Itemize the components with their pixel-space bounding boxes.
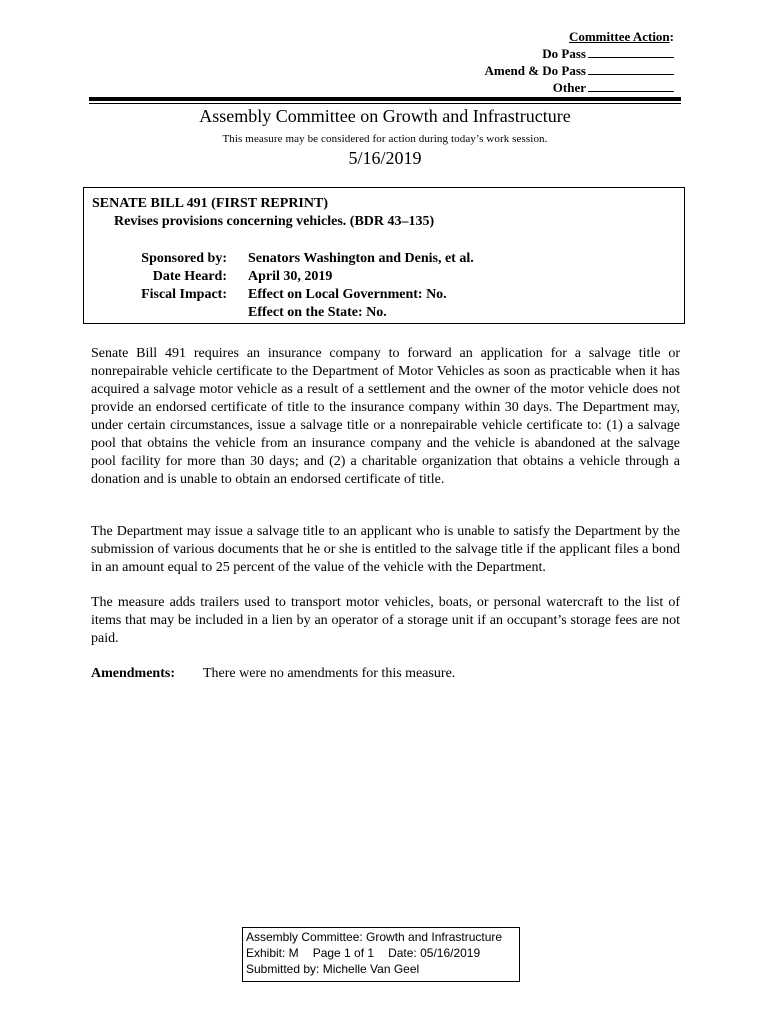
bill-summary-box — [83, 187, 685, 324]
amendments-section — [91, 665, 455, 683]
bill-subtitle: Revises provisions concerning vehicles. (BDR 43–135) — [114, 214, 435, 229]
summary-paragraph-1: Senate Bill 491 requires an insurance company to forward an application for a salvage title or nonrepairable vehicle certificate to the Department of Motor Vehicles as soon as practicable when it has acquired a salvage motor vehicle as a result of a settlement and the owner of the motor vehicle does not provide an endorsed certificate of title to the insurance company within 30 days. The Department may, under certain circumstances, issue a salvage title or a nonrepairable vehicle certificate to: (1) a salvage pool that obtains the vehicle from an insurance company and the vehicle is abandoned at the salvage pool facility for more than 30 days; and (2) a charitable organization that obtains a vehicle through a donation and is unable to obtain an endorsed certificate of title. — [91, 346, 680, 487]
action-blank-line — [588, 45, 674, 58]
exhibit-stamp — [242, 927, 520, 982]
fiscal-state-value: Effect on the State: No. — [248, 305, 387, 320]
exhibit-submitted-by: Submitted by: Michelle Van Geel — [246, 962, 420, 976]
exhibit-details — [246, 945, 516, 961]
summary-paragraph-3: The measure adds trailers used to transport motor vehicles, boats, or personal watercraft to the list of items that may be included in a lien by an operator of a storage unit if an occupant’s storage fees are not paid. — [91, 595, 680, 646]
exhibit-page: Page 1 of 1 — [312, 946, 375, 960]
fiscal-impact-label: Fiscal Impact: — [141, 287, 227, 302]
fiscal-local-value: Effect on Local Government: No. — [248, 287, 447, 302]
committee-action-block — [485, 28, 674, 96]
header-divider-thin — [89, 103, 681, 104]
summary-paragraph-2: The Department may issue a salvage title to an applicant who is unable to satisfy the Department by the submission of various documents that he or she is entitled to the salvage title if the applicant files a bond in an amount equal to 25 percent of the value of the vehicle with the Department. — [91, 524, 680, 575]
action-option-other: Other — [485, 79, 674, 96]
hearing-date: 5/16/2019 — [348, 148, 422, 168]
exhibit-date: Date: 05/16/2019 — [388, 946, 481, 960]
exhibit-committee: Assembly Committee: Growth and Infrastructure — [246, 930, 503, 944]
committee-title: Assembly Committee on Growth and Infrastructure — [199, 106, 571, 126]
date-heard-label: Date Heard: — [152, 269, 227, 284]
action-blank-line — [588, 62, 674, 75]
sponsored-label: Sponsored by: — [141, 251, 227, 266]
date-heard-value: April 30, 2019 — [248, 269, 333, 284]
bill-field-labels — [84, 250, 227, 304]
bill-field-values — [248, 250, 474, 322]
header-divider-thick — [89, 97, 681, 101]
exhibit-label: Exhibit: M — [246, 946, 299, 960]
committee-action-heading: Committee Action: — [568, 29, 674, 44]
amendments-label: Amendments: — [91, 666, 175, 681]
sponsored-value: Senators Washington and Denis, et al. — [248, 251, 474, 266]
amendments-text: There were no amendments for this measure. — [203, 666, 456, 681]
committee-action-heading-text: Committee Action — [568, 29, 670, 44]
action-blank-line — [588, 79, 674, 92]
session-note: This measure may be considered for action during today’s work session. — [222, 133, 548, 145]
action-option-amend-do-pass: Amend & Do Pass — [485, 62, 674, 79]
bill-title: SENATE BILL 491 (FIRST REPRINT) — [92, 196, 328, 211]
action-option-do-pass: Do Pass — [485, 45, 674, 62]
